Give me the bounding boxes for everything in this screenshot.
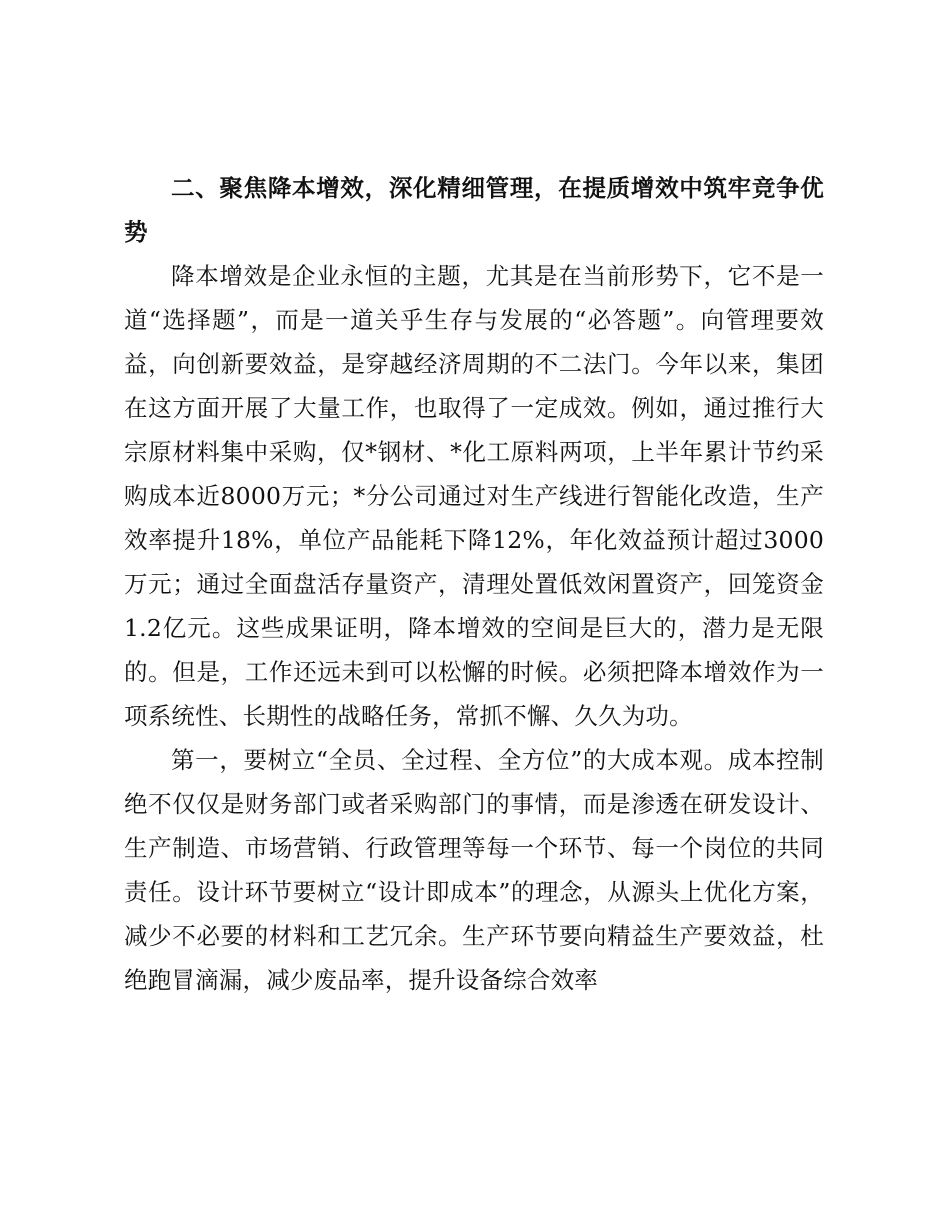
paragraph-cost-reduction: 降本增效是企业永恒的主题，尤其是在当前形势下，它不是一道“选择题”，而是一道关乎生存与发展的“必答题”。向管理要效益，向创新要效益，是穿越经济周期的不二法门。今年以来，集团在这方面开展了大量工作，也取得了一定成效。例如，通过推行大宗原材料集中采购，仅*钢材、*化工原料两项，上半年累计节约采购成本近8000万元；*分公司通过对生产线进行智能化改造，生产效率提升18%，单位产品能耗下降12%，年化效益预计超过3000万元；通过全面盘活存量资产，清理处置低效闲置资产，回笼资金1.2亿元。这些成果证明，降本增效的空间是巨大的，潜力是无限的。但是，工作还远未到可以松懈的时候。必须把降本增效作为一项系统性、长期性的战略任务，常抓不懈、久久为功。 — [124, 262, 824, 730]
document-body — [124, 166, 824, 1002]
paragraph-first-point: 第一，要树立“全员、全过程、全方位”的大成本观。成本控制绝不仅仅是财务部门或者采购部门的事情，而是渗透在研发设计、生产制造、市场营销、行政管理等每一个环节、每一个岗位的共同责任。设计环节要树立“设计即成本”的理念，从源头上优化方案，减少不必要的材料和工艺冗余。生产环节要向精益生产要效益，杜绝跑冒滴漏，减少废品率，提升设备综合效率 — [124, 746, 824, 994]
section-heading: 二、聚焦降本增效，深化精细管理，在提质增效中筑牢竞争优势 — [124, 174, 824, 246]
